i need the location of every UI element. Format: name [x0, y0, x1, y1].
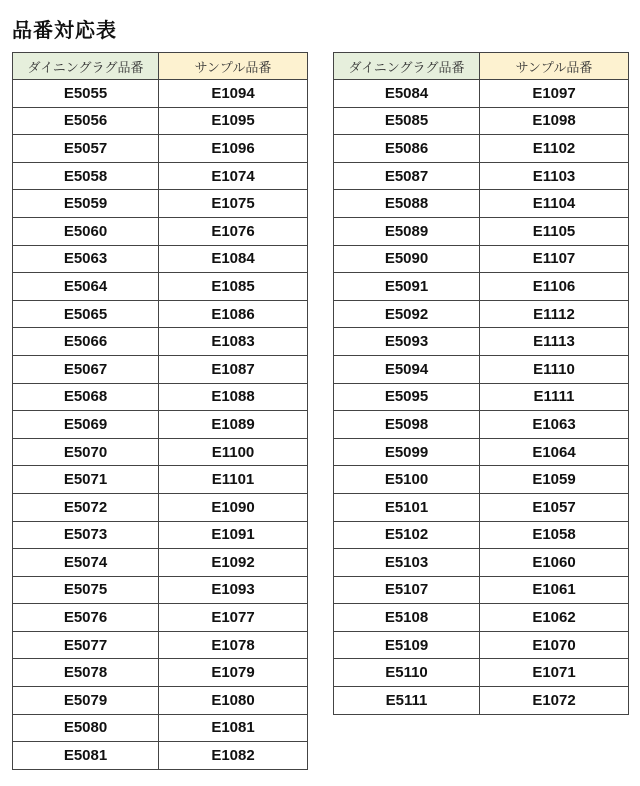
rug-code-cell: E5066 [13, 328, 159, 356]
sample-code-cell: E1111 [480, 383, 629, 411]
sample-code-cell: E1090 [159, 493, 308, 521]
rug-code-cell: E5098 [334, 411, 480, 439]
sample-code-cell: E1086 [159, 300, 308, 328]
header-sample-code: サンプル品番 [480, 53, 629, 80]
table-row [13, 687, 308, 715]
sample-code-cell: E1110 [480, 355, 629, 383]
rug-code-cell: E5081 [13, 742, 159, 770]
header-row [334, 53, 629, 80]
sample-code-cell: E1102 [480, 135, 629, 163]
sample-code-cell: E1101 [159, 466, 308, 494]
table-row [334, 659, 629, 687]
rug-code-cell: E5055 [13, 80, 159, 108]
rug-code-cell: E5111 [334, 687, 480, 715]
rug-code-cell: E5072 [13, 493, 159, 521]
sample-code-cell: E1062 [480, 604, 629, 632]
table-row [334, 355, 629, 383]
table-row [13, 659, 308, 687]
sample-code-cell: E1085 [159, 273, 308, 301]
page-title: 品番対応表 [12, 18, 117, 42]
table-row [13, 604, 308, 632]
rug-code-cell: E5058 [13, 162, 159, 190]
table-row [334, 576, 629, 604]
rug-code-cell: E5073 [13, 521, 159, 549]
table-row [13, 383, 308, 411]
table-row [334, 107, 629, 135]
rug-code-cell: E5088 [334, 190, 480, 218]
rug-code-cell: E5068 [13, 383, 159, 411]
sample-code-cell: E1075 [159, 190, 308, 218]
table-row [13, 162, 308, 190]
header-rug-code: ダイニングラグ品番 [13, 53, 159, 80]
table-row [13, 245, 308, 273]
table-row [13, 631, 308, 659]
rug-code-cell: E5078 [13, 659, 159, 687]
sample-code-cell: E1083 [159, 328, 308, 356]
rug-code-cell: E5071 [13, 466, 159, 494]
rug-code-cell: E5074 [13, 549, 159, 577]
table-row [13, 493, 308, 521]
rug-code-cell: E5059 [13, 190, 159, 218]
table-row [334, 273, 629, 301]
rug-code-cell: E5095 [334, 383, 480, 411]
table-row [334, 190, 629, 218]
sample-code-cell: E1112 [480, 300, 629, 328]
sample-code-cell: E1113 [480, 328, 629, 356]
table-row [13, 217, 308, 245]
rug-code-cell: E5085 [334, 107, 480, 135]
sample-code-cell: E1096 [159, 135, 308, 163]
rug-code-cell: E5077 [13, 631, 159, 659]
table-row [13, 80, 308, 108]
sample-code-cell: E1064 [480, 438, 629, 466]
header-sample-code: サンプル品番 [159, 53, 308, 80]
table-row [13, 328, 308, 356]
table-row [334, 217, 629, 245]
table-row [334, 549, 629, 577]
table-row [334, 521, 629, 549]
rug-code-cell: E5103 [334, 549, 480, 577]
rug-code-cell: E5110 [334, 659, 480, 687]
rug-code-cell: E5075 [13, 576, 159, 604]
table-row [334, 438, 629, 466]
table-row [334, 328, 629, 356]
rug-code-cell: E5080 [13, 714, 159, 742]
rug-code-cell: E5092 [334, 300, 480, 328]
sample-code-cell: E1059 [480, 466, 629, 494]
sample-code-cell: E1074 [159, 162, 308, 190]
table-row [334, 162, 629, 190]
table-row [334, 300, 629, 328]
sample-code-cell: E1092 [159, 549, 308, 577]
table-row [334, 245, 629, 273]
rug-code-cell: E5084 [334, 80, 480, 108]
sample-code-cell: E1081 [159, 714, 308, 742]
sample-code-cell: E1057 [480, 493, 629, 521]
rug-code-cell: E5089 [334, 217, 480, 245]
header-row [13, 53, 308, 80]
table-row [334, 466, 629, 494]
rug-code-cell: E5056 [13, 107, 159, 135]
sample-code-cell: E1078 [159, 631, 308, 659]
rug-code-cell: E5079 [13, 687, 159, 715]
sample-code-cell: E1076 [159, 217, 308, 245]
sample-code-cell: E1084 [159, 245, 308, 273]
table-row [13, 438, 308, 466]
rug-code-cell: E5087 [334, 162, 480, 190]
rug-code-cell: E5091 [334, 273, 480, 301]
rug-code-cell: E5099 [334, 438, 480, 466]
table-row [13, 355, 308, 383]
table-row [13, 549, 308, 577]
table-row [334, 631, 629, 659]
table-row [13, 521, 308, 549]
mapping-table-left [12, 52, 308, 770]
table-row [334, 411, 629, 439]
sample-code-cell: E1061 [480, 576, 629, 604]
rug-code-cell: E5063 [13, 245, 159, 273]
sample-code-cell: E1080 [159, 687, 308, 715]
sample-code-cell: E1097 [480, 80, 629, 108]
rug-code-cell: E5064 [13, 273, 159, 301]
table-row [13, 714, 308, 742]
sample-code-cell: E1095 [159, 107, 308, 135]
table-row [13, 411, 308, 439]
rug-code-cell: E5070 [13, 438, 159, 466]
sample-code-cell: E1058 [480, 521, 629, 549]
sample-code-cell: E1089 [159, 411, 308, 439]
rug-code-cell: E5067 [13, 355, 159, 383]
table-row [13, 742, 308, 770]
table-row [13, 190, 308, 218]
table-row [334, 687, 629, 715]
sample-code-cell: E1094 [159, 80, 308, 108]
rug-code-cell: E5069 [13, 411, 159, 439]
table-row [334, 493, 629, 521]
table-row [13, 576, 308, 604]
sample-code-cell: E1106 [480, 273, 629, 301]
rug-code-cell: E5090 [334, 245, 480, 273]
sample-code-cell: E1103 [480, 162, 629, 190]
sample-code-cell: E1098 [480, 107, 629, 135]
rug-code-cell: E5060 [13, 217, 159, 245]
table-row [13, 135, 308, 163]
table-row [334, 80, 629, 108]
rug-code-cell: E5093 [334, 328, 480, 356]
sample-code-cell: E1104 [480, 190, 629, 218]
sample-code-cell: E1060 [480, 549, 629, 577]
table-row [13, 107, 308, 135]
table-row [334, 383, 629, 411]
sample-code-cell: E1088 [159, 383, 308, 411]
rug-code-cell: E5094 [334, 355, 480, 383]
mapping-table-right [333, 52, 629, 715]
sample-code-cell: E1063 [480, 411, 629, 439]
rug-code-cell: E5057 [13, 135, 159, 163]
sample-code-cell: E1077 [159, 604, 308, 632]
sample-code-cell: E1082 [159, 742, 308, 770]
table-row [13, 466, 308, 494]
rug-code-cell: E5108 [334, 604, 480, 632]
sample-code-cell: E1100 [159, 438, 308, 466]
header-rug-code: ダイニングラグ品番 [334, 53, 480, 80]
table-row [334, 135, 629, 163]
rug-code-cell: E5100 [334, 466, 480, 494]
sample-code-cell: E1071 [480, 659, 629, 687]
sample-code-cell: E1105 [480, 217, 629, 245]
rug-code-cell: E5086 [334, 135, 480, 163]
sample-code-cell: E1079 [159, 659, 308, 687]
sample-code-cell: E1072 [480, 687, 629, 715]
table-row [13, 300, 308, 328]
rug-code-cell: E5101 [334, 493, 480, 521]
rug-code-cell: E5109 [334, 631, 480, 659]
sample-code-cell: E1070 [480, 631, 629, 659]
sample-code-cell: E1093 [159, 576, 308, 604]
rug-code-cell: E5076 [13, 604, 159, 632]
sample-code-cell: E1087 [159, 355, 308, 383]
table-row [334, 604, 629, 632]
rug-code-cell: E5065 [13, 300, 159, 328]
rug-code-cell: E5107 [334, 576, 480, 604]
sample-code-cell: E1091 [159, 521, 308, 549]
sample-code-cell: E1107 [480, 245, 629, 273]
rug-code-cell: E5102 [334, 521, 480, 549]
table-row [13, 273, 308, 301]
